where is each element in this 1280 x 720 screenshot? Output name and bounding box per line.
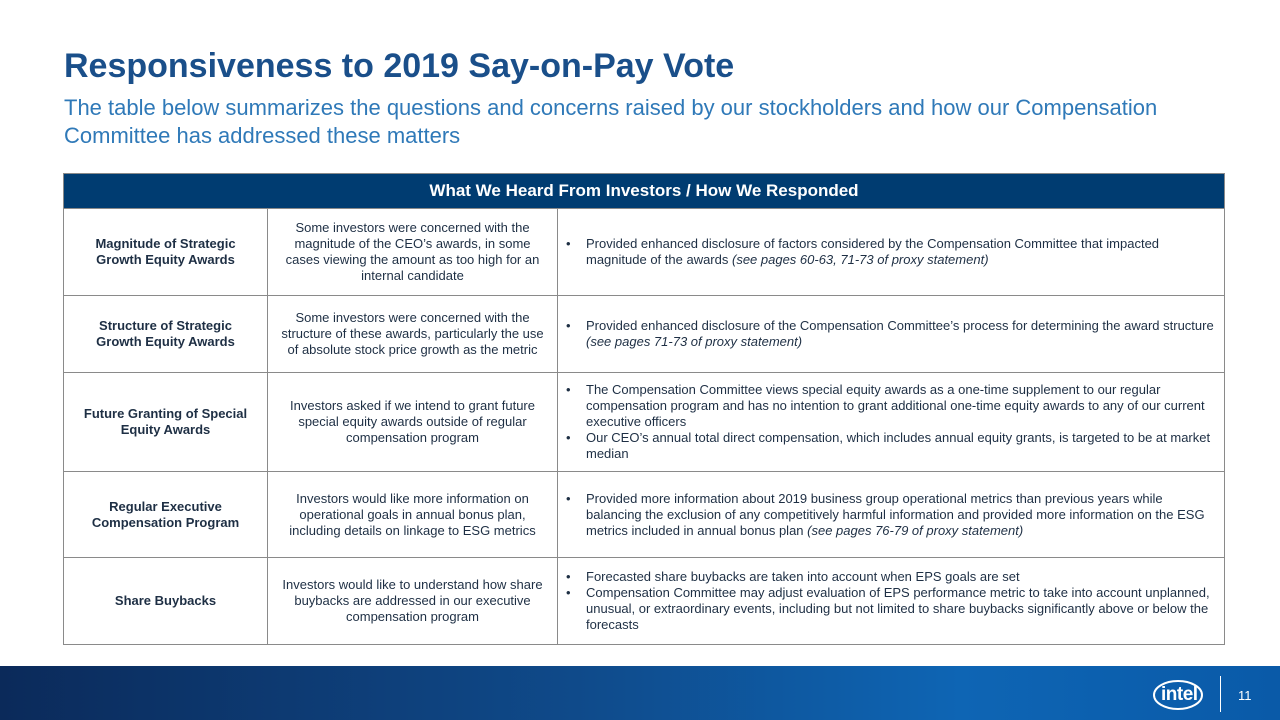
table-row bbox=[64, 373, 1225, 472]
footer-bar bbox=[0, 666, 1280, 720]
table-header-row bbox=[64, 174, 1225, 209]
footer-divider bbox=[1220, 676, 1221, 712]
response-bullet: • Compensation Committee may adjust evaluation of EPS performance metric to take into account unplanned, unusual, or extraordinary events, including but not limited to share buybacks significantly above or below the forecasts bbox=[566, 585, 1210, 632]
row-concern: Investors would like more information on operational goals in annual bonus plan, including details on linkage to ESG metrics bbox=[268, 472, 558, 558]
response-bullet: • Our CEO’s annual total direct compensation, which includes annual equity grants, is targeted to be at market median bbox=[566, 430, 1211, 461]
row-response bbox=[558, 558, 1225, 645]
table-row bbox=[64, 472, 1225, 558]
row-topic: Future Granting of Special Equity Awards bbox=[64, 373, 268, 472]
row-concern: Investors asked if we intend to grant future special equity awards outside of regular compensation program bbox=[268, 373, 558, 472]
response-bullet: • Provided more information about 2019 business group operational metrics than previous years while balancing the exclusion of any competitively harmful information and provided more information on the ESG metrics included in annual bonus plan (see pages 76-79 of proxy statement) bbox=[566, 490, 1205, 538]
response-bullet: • Provided enhanced disclosure of factors considered by the Compensation Committee that impacted magnitude of the awards (see pages 60-63, 71-73 of proxy statement) bbox=[566, 236, 1160, 267]
row-topic: Structure of Strategic Growth Equity Awards bbox=[64, 296, 268, 373]
row-concern: Some investors were concerned with the structure of these awards, particularly the use of absolute stock price growth as the metric bbox=[268, 296, 558, 373]
table-row bbox=[64, 209, 1225, 296]
row-response bbox=[558, 373, 1225, 472]
row-topic: Share Buybacks bbox=[64, 558, 268, 645]
response-bullet: • Provided enhanced disclosure of the Compensation Committee’s process for determining the award structure (see pages 71-73 of proxy statement) bbox=[566, 318, 1214, 349]
page-title: Responsiveness to 2019 Say-on-Pay Vote bbox=[64, 47, 735, 85]
page-subtitle: The table below summarizes the questions and concerns raised by our stockholders and how our Compensation Committee has addressed these matters bbox=[64, 95, 1158, 148]
table-row bbox=[64, 296, 1225, 373]
table-header: What We Heard From Investors / How We Responded bbox=[64, 174, 1225, 209]
row-response bbox=[558, 472, 1225, 558]
row-topic: Regular Executive Compensation Program bbox=[64, 472, 268, 558]
table-row bbox=[64, 558, 1225, 645]
row-response bbox=[558, 296, 1225, 373]
row-topic: Magnitude of Strategic Growth Equity Awards bbox=[64, 209, 268, 296]
row-concern: Investors would like to understand how share buybacks are addressed in our executive compensation program bbox=[268, 558, 558, 645]
intel-logo-text: intel bbox=[1161, 684, 1198, 705]
investor-response-table bbox=[63, 173, 1225, 645]
row-concern: Some investors were concerned with the magnitude of the CEO’s awards, in some cases viewing the amount as too high for an internal candidate bbox=[268, 209, 558, 296]
response-bullet: • Forecasted share buybacks are taken into account when EPS goals are set bbox=[566, 569, 1020, 584]
row-response bbox=[558, 209, 1225, 296]
page-number: 11 bbox=[1238, 688, 1252, 703]
response-bullet: • The Compensation Committee views special equity awards as a one-time supplement to our regular compensation program and has no intention to grant additional one-time equity awards to any of our current executive officers bbox=[566, 382, 1205, 429]
